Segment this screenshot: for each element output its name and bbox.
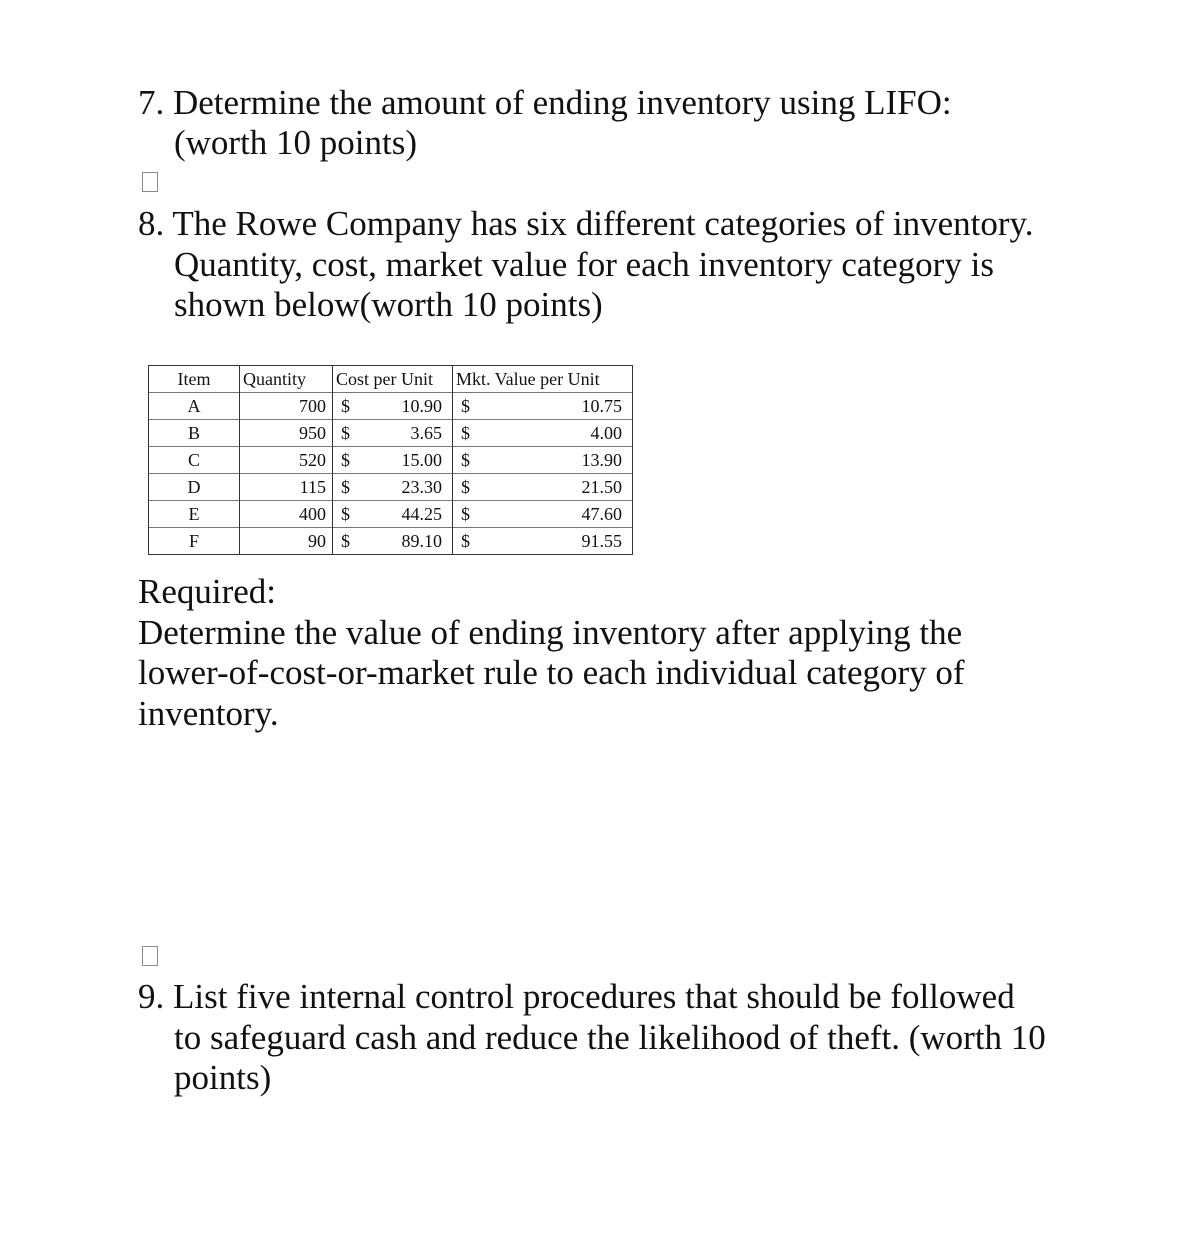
cell-item: B xyxy=(149,420,240,447)
cell-item: D xyxy=(149,474,240,501)
cell-currency: $ xyxy=(453,420,487,447)
cell-cost: 23.30 xyxy=(367,474,453,501)
question-9-text-3: points) xyxy=(174,1058,272,1097)
table-row xyxy=(149,474,633,501)
table-row xyxy=(149,420,633,447)
header-item: Item xyxy=(149,366,240,393)
cell-cost: 89.10 xyxy=(367,528,453,555)
cell-currency: $ xyxy=(333,528,367,555)
cell-market: 21.50 xyxy=(487,474,633,501)
cell-item: E xyxy=(149,501,240,528)
cell-cost: 15.00 xyxy=(367,447,453,474)
cell-quantity: 700 xyxy=(240,393,333,420)
cell-item: C xyxy=(149,447,240,474)
cell-currency: $ xyxy=(333,393,367,420)
cell-cost: 3.65 xyxy=(367,420,453,447)
question-8-text-3: shown below(worth 10 points) xyxy=(174,285,603,324)
required-text: Determine the value of ending inventory after applying the xyxy=(138,613,963,652)
cell-cost: 44.25 xyxy=(367,501,453,528)
cell-cost: 10.90 xyxy=(367,393,453,420)
cell-currency: $ xyxy=(333,474,367,501)
cell-market: 47.60 xyxy=(487,501,633,528)
cell-currency: $ xyxy=(333,447,367,474)
question-7-points: (worth 10 points) xyxy=(174,123,418,162)
answer-checkbox-q7[interactable] xyxy=(142,172,158,192)
question-8-text: 8. The Rowe Company has six different categories of inventory. xyxy=(138,204,1034,243)
table-row xyxy=(149,528,633,555)
question-8-text-2: Quantity, cost, market value for each inventory category is xyxy=(174,245,994,284)
cell-currency: $ xyxy=(453,528,487,555)
cell-market: 13.90 xyxy=(487,447,633,474)
required-text-3: inventory. xyxy=(138,694,279,733)
cell-quantity: 115 xyxy=(240,474,333,501)
cell-currency: $ xyxy=(453,447,487,474)
header-quantity: Quantity xyxy=(240,366,333,393)
cell-quantity: 520 xyxy=(240,447,333,474)
question-7-text: 7. Determine the amount of ending inventory using LIFO: xyxy=(138,83,952,122)
cell-market: 91.55 xyxy=(487,528,633,555)
cell-market: 10.75 xyxy=(487,393,633,420)
cell-currency: $ xyxy=(333,501,367,528)
cell-currency: $ xyxy=(453,501,487,528)
cell-quantity: 90 xyxy=(240,528,333,555)
required-text-2: lower-of-cost-or-market rule to each individual category of xyxy=(138,653,965,692)
table-header-row xyxy=(149,366,633,393)
cell-market: 4.00 xyxy=(487,420,633,447)
table-row xyxy=(149,393,633,420)
cell-currency: $ xyxy=(453,474,487,501)
cell-currency: $ xyxy=(333,420,367,447)
cell-item: F xyxy=(149,528,240,555)
cell-quantity: 950 xyxy=(240,420,333,447)
table-row xyxy=(149,501,633,528)
header-cost: Cost per Unit xyxy=(333,366,453,393)
cell-quantity: 400 xyxy=(240,501,333,528)
cell-currency: $ xyxy=(453,393,487,420)
answer-checkbox-q8[interactable] xyxy=(142,946,158,966)
inventory-table xyxy=(148,365,633,555)
question-9-text: 9. List five internal control procedures that should be followed xyxy=(138,977,1015,1016)
cell-item: A xyxy=(149,393,240,420)
question-9-text-2: to safeguard cash and reduce the likelihood of theft. (worth 10 xyxy=(174,1018,1046,1057)
header-market: Mkt. Value per Unit xyxy=(453,366,633,393)
table-row xyxy=(149,447,633,474)
required-heading: Required: xyxy=(138,572,277,611)
